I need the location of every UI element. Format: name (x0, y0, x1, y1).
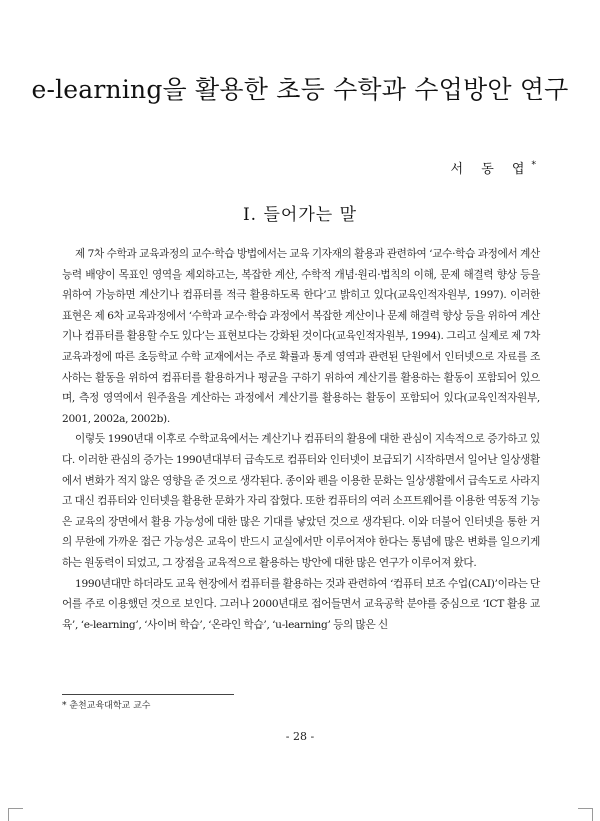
footnote: * 춘천교육대학교 교수 (62, 701, 151, 711)
author-footnote-mark: * (531, 160, 536, 171)
paper-title: e-learning을 활용한 초등 수학과 수업방안 연구 (31, 75, 569, 104)
page-number: - 28 - (285, 730, 315, 743)
footnote-divider (62, 694, 234, 695)
paragraph: 1990년대만 하더라도 교육 현장에서 컴퓨터를 활용하는 것과 관련하여 ‘컴퓨터 보조 수업(CAI)’이라는 단어를 주로 이용했던 것으로 보인다. 그러나 2000년대로 접어들면서 교육공학 분야를 중심으로 ‘ICT 활용 교육’, ‘e-learning’, ‘사이버 학습’, ‘온라인 학습’, ‘u-learning’ 등의 많은 신 (62, 577, 540, 631)
author-name: 서 동 엽 (450, 162, 532, 177)
page-frame-corner-right (578, 808, 593, 821)
paragraph: 제 7차 수학과 교육과정의 교수·학습 방법에서는 교육 기자재의 활용과 관련하여 ‘교수·학습 과정에서 계산 능력 배양이 목표인 영역을 제외하고는, 복잡한 계산, 수학적 개념·원리·법칙의 이해, 문제 해결력 향상 등을 위하여 가능하면 계산기나 컴퓨터를 적극 활용하도록 한다’고 밝히고 있다(교육인적자원부, 1997). 이러한 표현은 제 6차 교육과정에서 ‘수학과 교수·학습 과정에서 복잡한 계산이나 문제 해결력 향상 등을 위하여 계산기나 컴퓨터를 활용할 수도 있다’는 표현보다는 강화된 것이다(교육인적자원부, 1994). 그리고 실제로 제 7차 교육과정에 따른 초등학교 수학 교재에서는 주로 확률과 통계 영역과 관련된 단원에서 인터넷으로 자료를 조사하는 활동을 위하여 컴퓨터를 활용하거나 평균을 구하기 위하여 계산기를 활용하는 활동이 포함되어 있으며, 측정 영역에서 원주율을 계산하는 과정에서 계산기를 활용하는 활동이 포함되어 있다(교육인적자원부, 2001, 2002a, 2002b). (62, 248, 540, 425)
section-heading: Ⅰ. 들어가는 말 (242, 205, 358, 225)
author-line (451, 158, 536, 177)
paragraph: 이렇듯 1990년대 이후로 수학교육에서는 계산기나 컴퓨터의 활용에 대한 관심이 지속적으로 증가하고 있다. 이러한 관심의 증가는 1990년대부터 급속도로 컴퓨터와 인터넷이 보급되기 시작하면서 일어난 일상생활에서 변화가 적지 않은 영향을 준 것으로 생각된다. 종이와 펜을 이용한 문화는 일상생활에서 급속도로 사라지고 대신 컴퓨터와 인터넷을 활용한 문화가 자리 잡혔다. 또한 컴퓨터의 여러 소프트웨어를 이용한 역동적 기능은 교육의 장면에서 활용 가능성에 대한 많은 기대를 낳았던 것으로 생각된다. 이와 더불어 인터넷을 통한 거의 무한에 가까운 접근 가능성은 교육이 반드시 교실에서만 이루어져야 한다는 통념에 많은 변화를 일으키게 하는 원동력이 되었고, 그 장점을 교육적으로 활용하는 방안에 대한 많은 연구가 이루어져 왔다. (62, 433, 540, 569)
page-frame-corner-left (8, 808, 23, 821)
body-text (62, 244, 540, 635)
